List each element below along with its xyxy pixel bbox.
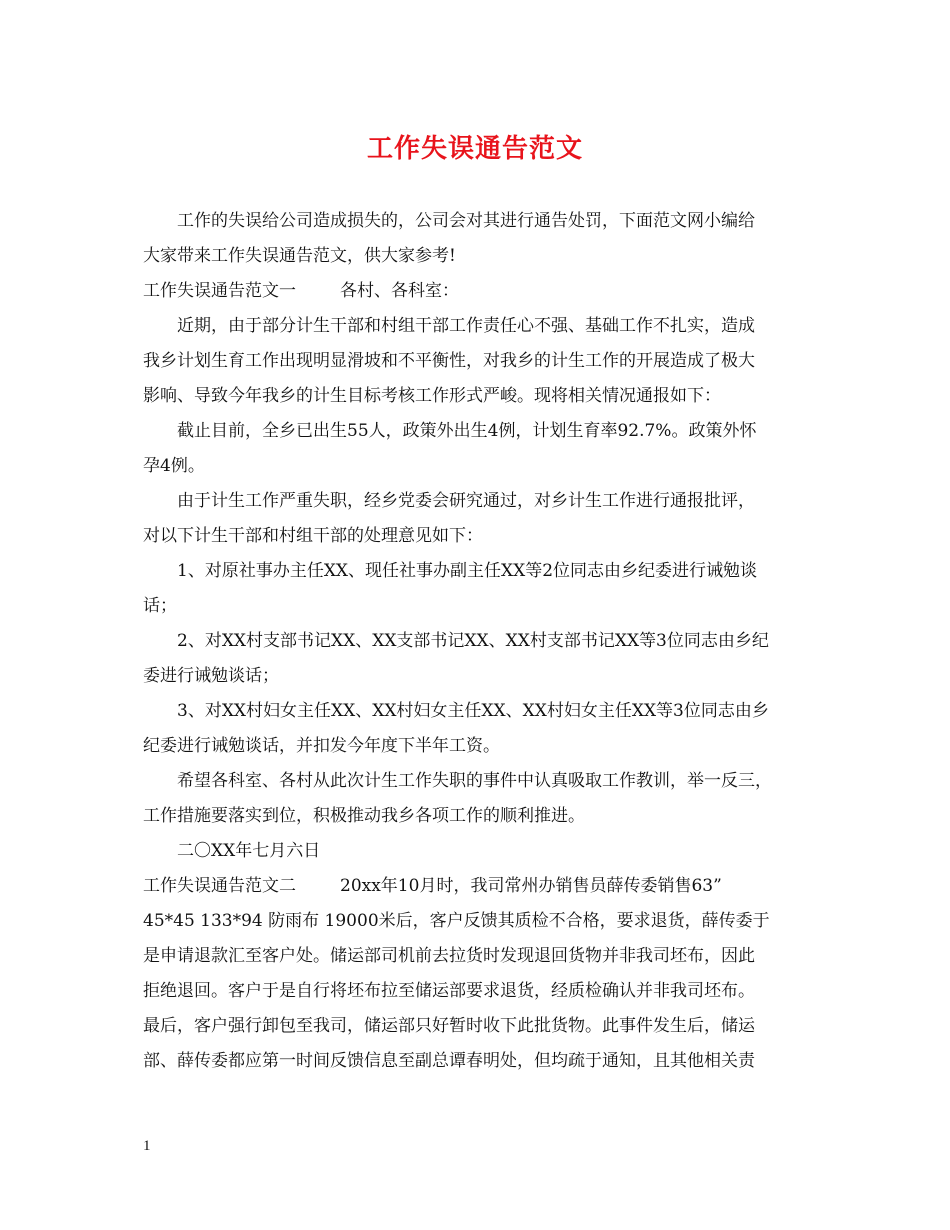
paragraph-line: 对以下计生干部和村组干部的处理意见如下： [143,526,483,546]
paragraph-line: 希望各科室、各村从此次计生工作失职的事件中认真吸取工作教训，举一反三， [177,771,772,791]
paragraph-line: 最后，客户强行卸包至我司，储运部只好暂时收下此批货物。此事件发生后，储运 [143,1016,755,1036]
paragraph-line: 孕4例。 [143,456,205,476]
paragraph-line: 45*45 133*94 防雨布 19000米后，客户反馈其质检不合格，要求退货，薛传委于 [143,911,770,931]
paragraph-line: 近期，由于部分计生干部和村组干部工作责任心不强、基础工作不扎实，造成 [177,316,755,336]
page-number: 1 [143,1138,151,1154]
section-heading: 工作失误通告范文一 [143,281,296,301]
salutation: 各村、各科室： [340,281,459,301]
section-heading: 工作失误通告范文二 [143,876,296,896]
date-line: 二〇XX年七月六日 [177,841,321,861]
paragraph-line: 我乡计划生育工作出现明显滑坡和不平衡性，对我乡的计生工作的开展造成了极大 [143,351,755,371]
paragraph-line: 大家带来工作失误通告范文，供大家参考! [143,246,456,266]
paragraph-line: 部、薛传委都应第一时间反馈信息至副总谭春明处，但均疏于通知，且其他相关责 [143,1051,755,1071]
document-title: 工作失误通告范文 [366,134,583,164]
list-item-line: 2、对XX村支部书记XX、XX支部书记XX、XX村支部书记XX等3位同志由乡纪 [177,631,769,651]
paragraph-line: 拒绝退回。客户于是自行将坯布拉至储运部要求退货，经质检确认并非我司坯布。 [143,981,755,1001]
paragraph-line: 影响、导致今年我乡的计生目标考核工作形式严峻。现将相关情况通报如下： [143,386,721,406]
section-heading-line [143,280,823,302]
paragraph-line: 是申请退款汇至客户处。储运部司机前去拉货时发现退回货物并非我司坯布，因此 [143,946,755,966]
list-item-line: 1、对原社事办主任XX、现任社事办副主任XX等2位同志由乡纪委进行诫勉谈 [177,561,758,581]
list-item-line: 纪委进行诫勉谈话，并扣发今年度下半年工资。 [143,736,500,756]
paragraph-line: 截止目前，全乡已出生55人，政策外出生4例，计划生育率92.7%。政策外怀 [177,421,757,441]
paragraph-line: 工作措施要落实到位，积极推动我乡各项工作的顺利推进。 [143,806,585,826]
list-item-line: 委进行诫勉谈话； [143,666,279,686]
paragraph-line: 由于计生工作严重失职，经乡党委会研究通过，对乡计生工作进行通报批评， [177,491,755,511]
paragraph-line: 工作的失误给公司造成损失的，公司会对其进行通告处罚，下面范文网小编给 [177,211,755,231]
list-item-line: 话； [143,596,177,616]
section-heading-line [143,875,823,897]
paragraph-text: 20xx年10月时，我司常州办销售员薛传委销售63” [340,876,722,896]
list-item-line: 3、对XX村妇女主任XX、XX村妇女主任XX、XX村妇女主任XX等3位同志由乡 [177,701,769,721]
